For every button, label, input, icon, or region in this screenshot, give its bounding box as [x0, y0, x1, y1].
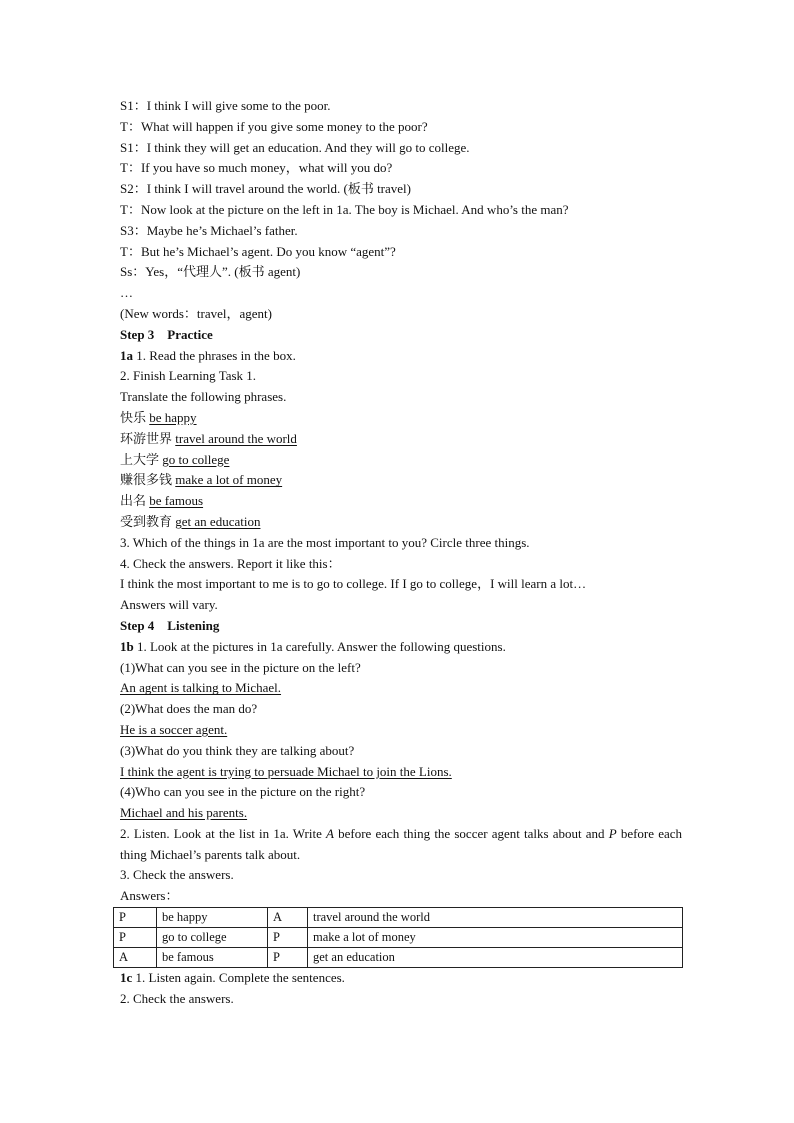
- phrase-item: 快乐 be happy: [120, 409, 197, 425]
- table-cell: A: [114, 948, 157, 968]
- answers-table: [113, 907, 683, 968]
- phrase-item: 上大学 go to college: [120, 451, 230, 467]
- table-cell: go to college: [157, 928, 268, 948]
- table-cell: be famous: [157, 948, 268, 968]
- dialogue-line: T：Now look at the picture on the left in 1a. The boy is Michael. And who’s the man?: [120, 201, 569, 217]
- step3-item-4: 4. Check the answers. Report it like this：: [120, 555, 341, 571]
- dialogue-line: S3：Maybe he’s Michael’s father.: [120, 222, 298, 238]
- table-cell: make a lot of money: [308, 928, 683, 948]
- question: (2)What does the man do?: [120, 701, 258, 717]
- dialogue-line: S1：I think they will get an education. And they will go to college.: [120, 139, 470, 155]
- phrase-item: 出名 be famous: [120, 493, 204, 509]
- dialogue-line: T：If you have so much money，what will you do?: [120, 160, 393, 176]
- step3-heading: Step 3 Practice: [120, 326, 213, 342]
- question: (1)What can you see in the picture on the left?: [120, 659, 361, 675]
- dialogue-line: T：But he’s Michael’s agent. Do you know “agent”?: [120, 243, 396, 259]
- answer: An agent is talking to Michael.: [120, 680, 282, 696]
- question: (3)What do you think they are talking about?: [120, 742, 355, 758]
- section-1b: 1b 1. Look at the pictures in 1a carefully. Answer the following questions.: [120, 638, 506, 654]
- table-cell: be happy: [157, 908, 268, 928]
- section-1c: 1c 1. Listen again. Complete the sentences.: [120, 970, 345, 986]
- table-cell: P: [114, 928, 157, 948]
- table-cell: P: [114, 908, 157, 928]
- dialogue-line: S2：I think I will travel around the world. (板书 travel): [120, 181, 411, 197]
- phrase-item: 环游世界 travel around the world: [120, 430, 297, 446]
- section-1b-label: 1b: [120, 638, 134, 654]
- answers-label: Answers：: [120, 888, 179, 904]
- new-words-note: (New words：travel，agent): [120, 305, 272, 321]
- report-example: I think the most important to me is to go to college. If I go to college，I will learn a lot…: [120, 576, 587, 592]
- dialogue-line: T：What will happen if you give some money to the poor?: [120, 118, 428, 134]
- table-row: [114, 908, 683, 928]
- phrase-item: 赚很多钱 make a lot of money: [120, 472, 283, 488]
- section-1c-item-2: 2. Check the answers.: [120, 990, 234, 1006]
- dialogue-line: Ss：Yes，“代理人”. (板书 agent): [120, 264, 301, 280]
- step3-item-3: 3. Which of the things in 1a are the most important to you? Circle three things.: [120, 534, 530, 550]
- table-cell: get an education: [308, 948, 683, 968]
- step3-item-2: 2. Finish Learning Task 1.: [120, 368, 257, 384]
- table-cell: P: [268, 948, 308, 968]
- step4-heading: Step 4 Listening: [120, 617, 220, 633]
- answers-vary: Answers will vary.: [120, 597, 218, 613]
- answer: Michael and his parents.: [120, 805, 248, 821]
- section-1a-label: 1a: [120, 347, 133, 363]
- lesson-page: [120, 96, 682, 1010]
- section-1c-label: 1c: [120, 970, 133, 986]
- question: (4)Who can you see in the picture on the right?: [120, 784, 366, 800]
- listen-instruction: 2. Listen. Look at the list in 1a. Write A before each thing the soccer agent talks about and P before each thing Michael’s parents talk about.: [120, 825, 682, 862]
- table-cell: travel around the world: [308, 908, 683, 928]
- step3-instruction: Translate the following phrases.: [120, 389, 287, 405]
- dialogue-ellipsis: …: [120, 285, 133, 301]
- table-cell: A: [268, 908, 308, 928]
- answer: He is a soccer agent.: [120, 721, 228, 737]
- step4-item-3: 3. Check the answers.: [120, 867, 234, 883]
- dialogue-line: S1：I think I will give some to the poor.: [120, 98, 331, 113]
- section-1a: 1a 1. Read the phrases in the box.: [120, 347, 296, 363]
- table-row: [114, 928, 683, 948]
- phrase-item: 受到教育 get an education: [120, 513, 261, 529]
- table-row: [114, 948, 683, 968]
- answer: I think the agent is trying to persuade Michael to join the Lions.: [120, 763, 452, 779]
- table-cell: P: [268, 928, 308, 948]
